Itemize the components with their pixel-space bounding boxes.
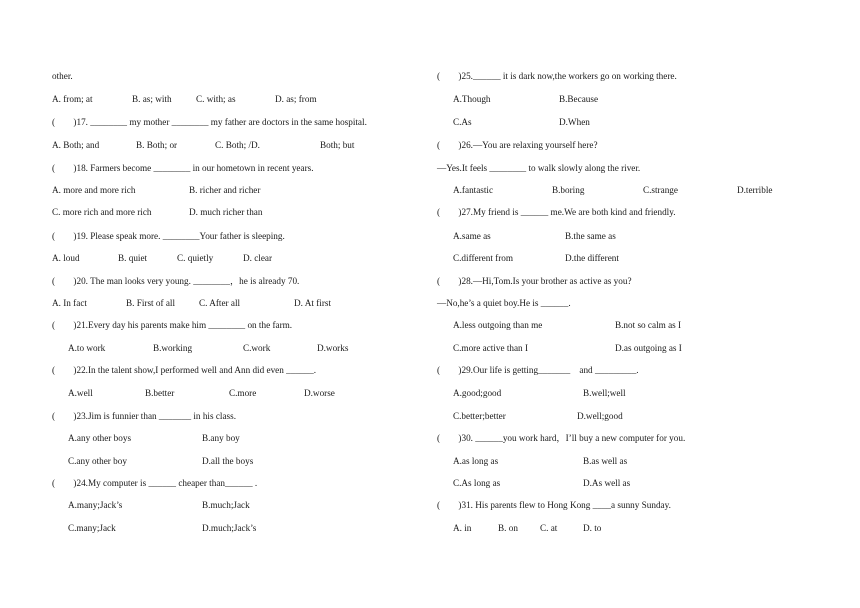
answer-option: B.better	[145, 388, 175, 398]
answer-option: D. At first	[294, 298, 332, 308]
answer-option: B.much;Jack	[202, 500, 250, 510]
answer-option: C.more active than I	[453, 343, 529, 353]
answer-option: B.any boy	[202, 433, 240, 443]
answer-option: C.many;Jack	[68, 523, 116, 533]
question-text: ( )28.—Hi,Tom.Is your brother as active as you?	[437, 276, 632, 286]
answer-option: B. Both; or	[136, 140, 178, 150]
answer-option: C.more	[229, 388, 257, 398]
answer-option: A. more and more rich	[52, 185, 136, 195]
answer-option: B.working	[153, 343, 193, 353]
answer-option: B.as well as	[583, 456, 628, 466]
answer-option: D.the different	[565, 253, 619, 263]
answer-option: A. Both; and	[52, 140, 100, 150]
answer-option: A.good;good	[453, 388, 502, 398]
answer-option: D. clear	[243, 253, 273, 263]
answer-option: A.same as	[453, 231, 491, 241]
answer-option: A.well	[68, 388, 93, 398]
answer-option: C. After all	[199, 298, 241, 308]
question-text: ( )24.My computer is ______ cheaper than______ .	[52, 478, 258, 488]
answer-option: B.the same as	[565, 231, 616, 241]
answer-option: A.less outgoing than me	[453, 320, 543, 330]
question-text: ( )27.My friend is ______ me.We are both kind and friendly.	[437, 207, 676, 217]
question-text: ( )25.______ it is dark now,the workers go on working there.	[437, 71, 677, 81]
answer-option: C.work	[243, 343, 271, 353]
answer-option: B. on	[498, 523, 518, 533]
answer-option: B. as; with	[132, 94, 172, 104]
question-text: ( )26.—You are relaxing yourself here?	[437, 140, 598, 150]
question-text: —Yes.It feels ________ to walk slowly along the river.	[437, 163, 641, 173]
answer-option: A.Though	[453, 94, 491, 104]
answer-option: D.worse	[304, 388, 335, 398]
answer-option: D.well;good	[577, 411, 623, 421]
answer-option: D.much;Jack’s	[202, 523, 257, 533]
answer-option: D.As well as	[583, 478, 631, 488]
answer-option: A. loud	[52, 253, 80, 263]
question-text: ( )18. Farmers become ________ in our hometown in recent years.	[52, 163, 314, 173]
question-text: ( )30. ______you work hard，I’ll buy a new computer for you.	[437, 433, 686, 443]
answer-option: B.not so calm as I	[615, 320, 682, 330]
answer-option: Both; but	[320, 140, 355, 150]
answer-option: A.many;Jack’s	[68, 500, 123, 510]
question-text: —No,he’s a quiet boy.He is ______.	[437, 298, 571, 308]
answer-option: C. quietly	[177, 253, 214, 263]
question-text: ( )17. ________ my mother ________ my father are doctors in the same hospital.	[52, 117, 367, 127]
answer-option: A.to work	[68, 343, 106, 353]
answer-option: C.strange	[643, 185, 678, 195]
answer-option: C.different from	[453, 253, 514, 263]
answer-option: C. more rich and more rich	[52, 207, 152, 217]
question-text: ( )21.Every day his parents make him ________ on the farm.	[52, 320, 293, 330]
answer-option: A. from; at	[52, 94, 93, 104]
answer-option: B. First of all	[126, 298, 176, 308]
answer-option: B.boring	[552, 185, 585, 195]
answer-option: B. quiet	[118, 253, 148, 263]
answer-option: D. as; from	[275, 94, 317, 104]
answer-option: A.as long as	[453, 456, 499, 466]
answer-option: C.As	[453, 117, 472, 127]
answer-option: C. Both; /D.	[215, 140, 260, 150]
question-text: ( )22.In the talent show,I performed well and Ann did even ______.	[52, 365, 316, 375]
answer-option: D.all the boys	[202, 456, 254, 466]
question-text: other.	[52, 71, 73, 81]
answer-option: C. with; as	[196, 94, 236, 104]
answer-option: B.Because	[559, 94, 599, 104]
question-text: ( )20. The man looks very young. ________，he is already 70.	[52, 276, 300, 286]
answer-option: D.as outgoing as I	[615, 343, 682, 353]
answer-option: A.fantastic	[453, 185, 494, 195]
question-text: ( )31. His parents flew to Hong Kong ____a sunny Sunday.	[437, 500, 671, 510]
answer-option: A. In fact	[52, 298, 87, 308]
answer-option: D. to	[583, 523, 602, 533]
answer-option: C.better;better	[453, 411, 506, 421]
answer-option: D.works	[317, 343, 349, 353]
answer-option: D. much richer than	[189, 207, 263, 217]
question-text: ( )23.Jim is funnier than _______ in his class.	[52, 411, 236, 421]
question-text: ( )29.Our life is getting_______ and _________.	[437, 365, 639, 375]
answer-option: B.well;well	[583, 388, 626, 398]
answer-option: D.terrible	[737, 185, 773, 195]
answer-option: A. in	[453, 523, 472, 533]
answer-option: D.When	[559, 117, 590, 127]
answer-option: B. richer and richer	[189, 185, 261, 195]
answer-option: C. at	[540, 523, 558, 533]
answer-option: C.any other boy	[68, 456, 127, 466]
answer-option: A.any other boys	[68, 433, 132, 443]
question-text: ( )19. Please speak more. ________Your father is sleeping.	[52, 231, 285, 241]
answer-option: C.As long as	[453, 478, 501, 488]
